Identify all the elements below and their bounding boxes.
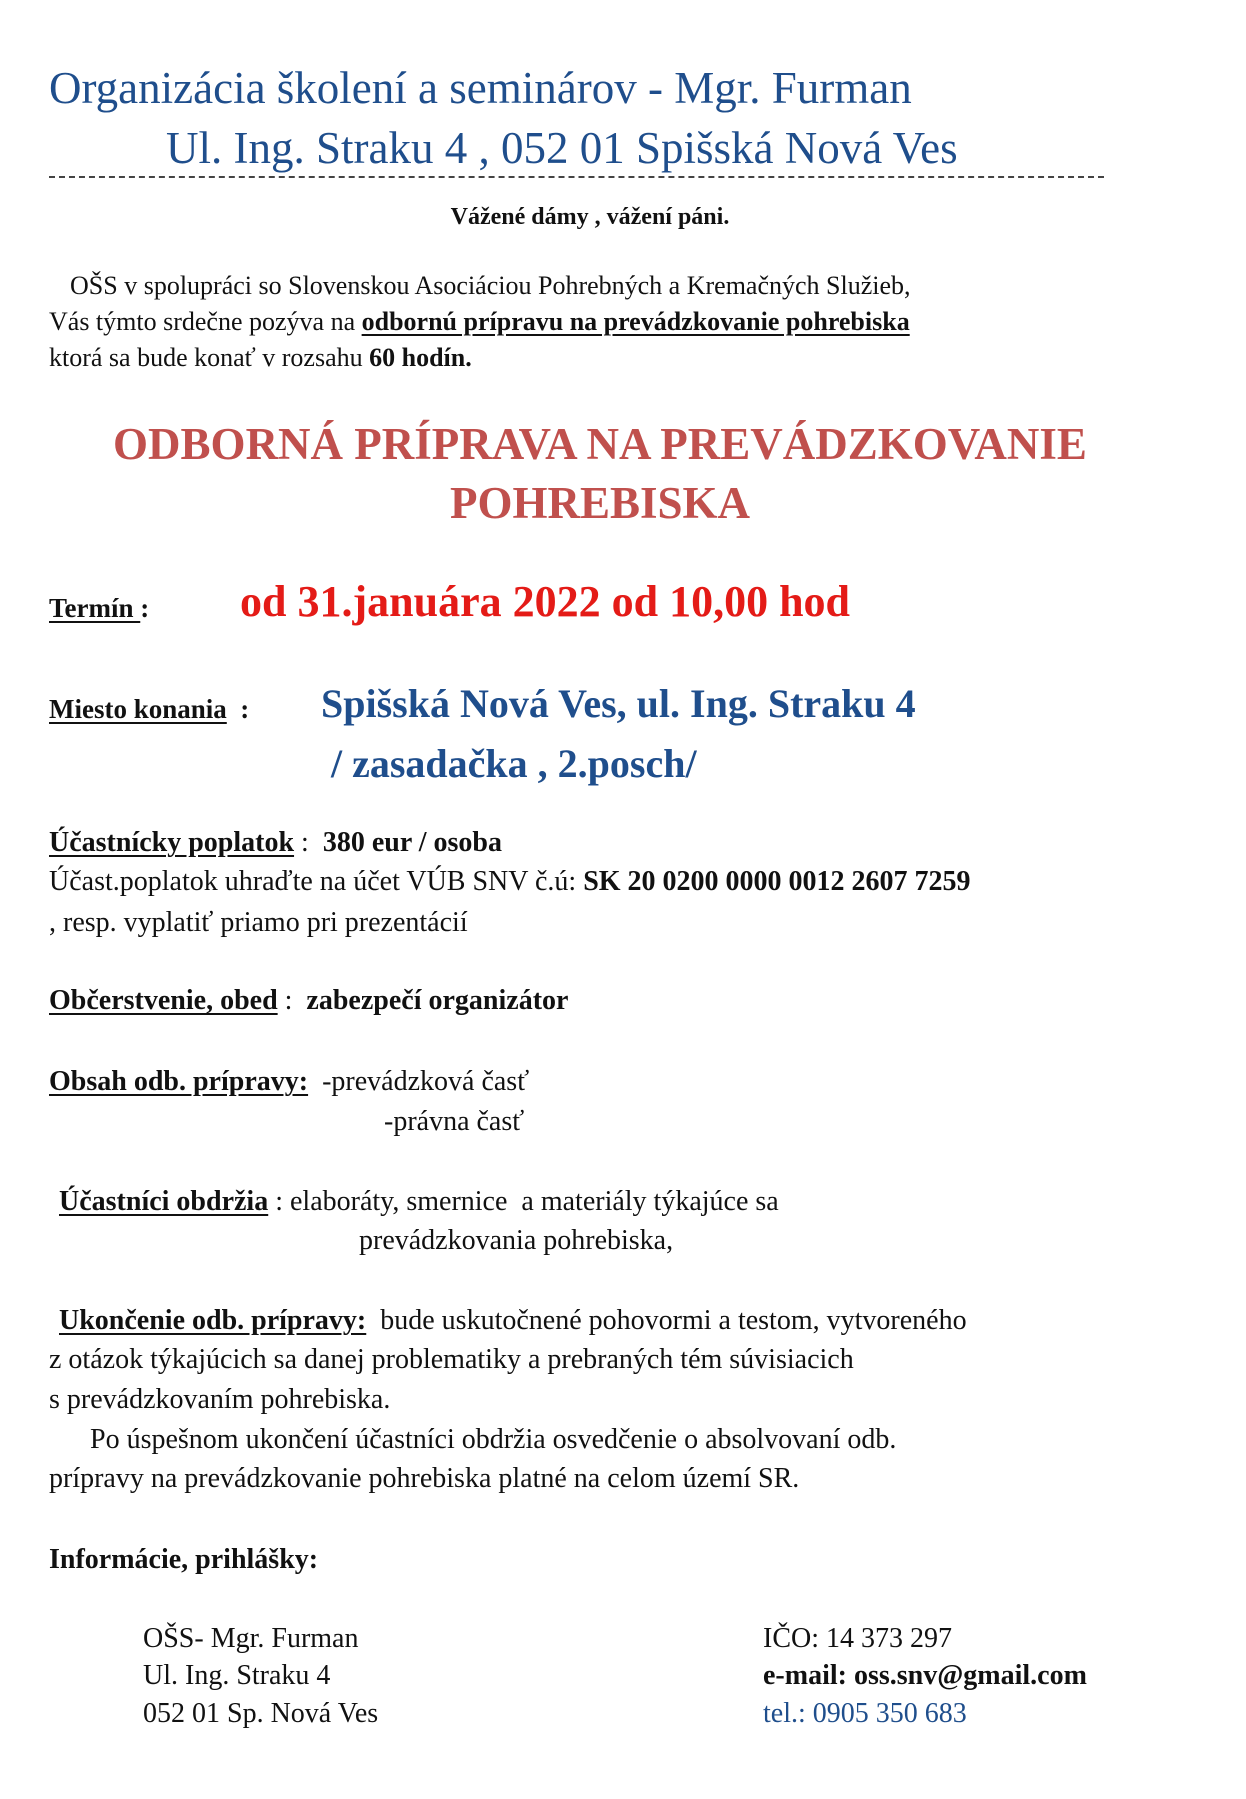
obcerstvenie-row — [49, 985, 568, 1017]
poplatok-resp: , resp. vyplatiť priamo pri prezentácií — [49, 907, 468, 938]
intro-line-2 — [49, 307, 910, 337]
intro-course-name: odbornú prípravu na prevádzkovanie pohrebiska — [361, 307, 910, 336]
ukoncenie-row — [59, 1305, 967, 1337]
ucastnici-row — [59, 1186, 779, 1218]
poplatok-account — [49, 866, 971, 898]
poplatok-sep: : — [294, 827, 323, 858]
contact-phone[interactable]: tel.: 0905 350 683 — [763, 1698, 967, 1729]
poplatok-row — [49, 827, 502, 859]
intro-line-1: OŠS v spolupráci so Slovenskou Asociáciou Pohrebných a Kremačných Služieb, — [70, 271, 911, 300]
organizer-address: Ul. Ing. Straku 4 , 052 01 Spišská Nová Ves — [166, 123, 958, 173]
termin-label — [49, 593, 149, 624]
ukoncenie-label: Ukončenie odb. prípravy: — [59, 1305, 367, 1336]
miesto-label-text: Miesto konania — [49, 694, 227, 724]
poplatok-label: Účastnícky poplatok — [49, 827, 295, 858]
intro-line-3-text: ktorá sa bude konať v rozsahu — [49, 343, 370, 372]
miesto-value-1: Spišská Nová Ves, ul. Ing. Straku 4 — [321, 681, 916, 726]
info-heading: Informácie, prihlášky: — [49, 1544, 319, 1575]
header-divider — [49, 176, 1104, 178]
ucastnici-text-1: : elaboráty, smernice a materiály týkajúce sa — [268, 1186, 779, 1217]
miesto-sep: : — [226, 694, 263, 724]
page-title-line-2: POHREBISKA — [449, 478, 751, 528]
poplatok-iban: SK 20 0200 0000 0012 2607 7259 — [583, 866, 971, 897]
contact-email[interactable]: e-mail: oss.snv@gmail.com — [763, 1660, 1087, 1691]
organizer-name: Organizácia školení a seminárov - Mgr. Furman — [49, 63, 912, 113]
ukoncenie-text-3: s prevádzkovaním pohrebiska. — [49, 1384, 391, 1415]
obsah-row — [49, 1066, 529, 1098]
page-title-line-1: ODBORNÁ PRÍPRAVA NA PREVÁDZKOVANIE — [113, 419, 1087, 469]
obsah-item-2: -právna časť — [384, 1106, 525, 1137]
miesto-label — [49, 694, 263, 725]
poplatok-account-text: Účast.poplatok uhraďte na účet VÚB SNV č.ú: — [49, 866, 584, 897]
ukoncenie-text-5: prípravy na prevádzkovanie pohrebiska platné na celom území SR. — [49, 1463, 800, 1494]
ucastnici-label: Účastníci obdržia — [59, 1186, 269, 1217]
termin-label-text: Termín — [49, 593, 141, 623]
contact-org: OŠS- Mgr. Furman — [143, 1623, 359, 1654]
obsah-item-1: -prevádzková časť — [308, 1066, 530, 1097]
obsah-label: Obsah odb. prípravy: — [49, 1066, 309, 1097]
obcerstvenie-value: zabezpečí organizátor — [306, 985, 569, 1016]
ukoncenie-text-2: z otázok týkajúcich sa danej problematiky a prebraných tém súvisiacich — [49, 1344, 854, 1375]
termin-value: od 31.januára 2022 od 10,00 hod — [240, 577, 851, 626]
miesto-value-2: / zasadačka , 2.posch/ — [331, 741, 697, 786]
ukoncenie-text-1: bude uskutočnené pohovormi a testom, vytvoreného — [366, 1305, 967, 1336]
contact-ico: IČO: 14 373 297 — [763, 1623, 952, 1654]
intro-hours: 60 hodín. — [369, 343, 472, 372]
poplatok-value: 380 eur / osoba — [322, 827, 502, 858]
ucastnici-text-2: prevádzkovania pohrebiska, — [359, 1225, 674, 1256]
contact-street: Ul. Ing. Straku 4 — [143, 1660, 331, 1691]
obcerstvenie-label: Občerstvenie, obed — [49, 985, 278, 1016]
ukoncenie-text-4: Po úspešnom ukončení účastníci obdržia osvedčenie o absolvovaní odb. — [90, 1424, 897, 1455]
termin-sep: : — [140, 593, 150, 623]
contact-city: 052 01 Sp. Nová Ves — [143, 1698, 379, 1729]
intro-line-2-text: Vás týmto srdečne pozýva na — [49, 307, 362, 336]
intro-line-3 — [49, 343, 472, 373]
greeting: Vážené dámy , vážení páni. — [450, 204, 730, 230]
obcerstvenie-sep: : — [277, 985, 307, 1016]
